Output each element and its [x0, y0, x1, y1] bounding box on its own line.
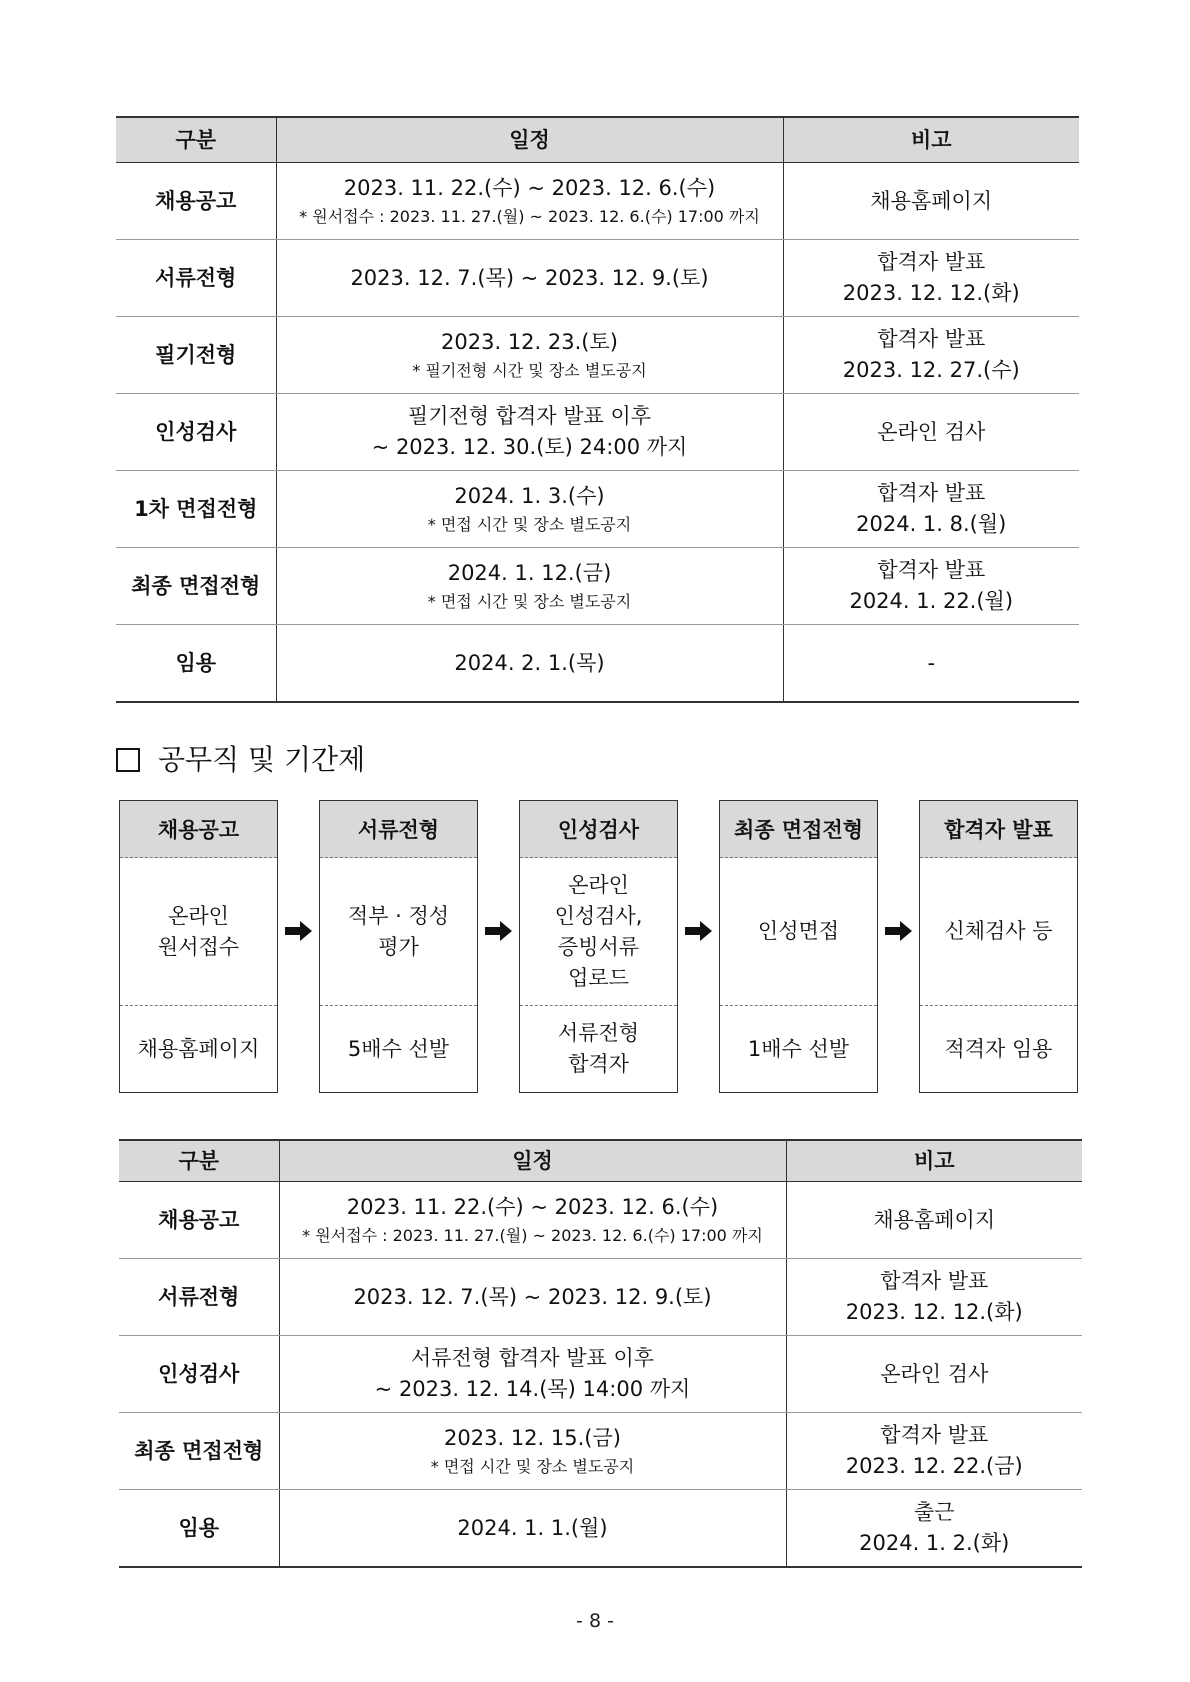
table-row: [116, 394, 1079, 471]
flow-step-foot-line: 1배수 선발: [747, 1036, 850, 1061]
table-row: [116, 471, 1079, 548]
schedule-main: 2024. 2. 1.(목): [454, 650, 605, 675]
remark-line: 채용홈페이지: [870, 188, 993, 213]
row-remark: [783, 625, 1079, 703]
flow-step-foot-line: 서류전형: [557, 1021, 640, 1045]
flow-step-body-line: 증빙서류: [557, 934, 640, 959]
row-category: 필기전형: [116, 317, 276, 394]
schedule-note: * 면접 시간 및 장소 별도공지: [427, 514, 632, 534]
table-row: [116, 240, 1079, 317]
schedule-main: 2023. 12. 7.(목) ~ 2023. 12. 9.(토): [350, 265, 709, 290]
flow-step-foot-line: 5배수 선발: [347, 1036, 450, 1061]
remark-line: 온라인 검사: [880, 1361, 989, 1386]
process-flow: [119, 800, 1081, 1093]
flow-step-body-line: 인성검사,: [554, 903, 643, 928]
header-category: 구분: [119, 1140, 279, 1182]
flow-step: [519, 800, 678, 1093]
row-category: 채용공고: [119, 1182, 279, 1259]
row-schedule: [279, 1413, 786, 1490]
header-remark: 비고: [783, 117, 1079, 163]
flow-step-foot: [720, 1006, 877, 1092]
flow-step: [919, 800, 1078, 1093]
row-remark: [783, 471, 1079, 548]
schedule-main: 2023. 12. 23.(토): [441, 329, 618, 354]
remark-line: 합격자 발표: [877, 481, 986, 505]
row-remark: [783, 394, 1079, 471]
row-category: 서류전형: [119, 1259, 279, 1336]
remark-date: 2024. 1. 22.(월): [849, 589, 1014, 613]
table-row: [116, 317, 1079, 394]
row-remark: [786, 1336, 1082, 1413]
flow-step-body-line: 인성면접: [757, 919, 840, 943]
flow-step-body: [720, 858, 877, 1006]
flow-step: [719, 800, 878, 1093]
schedule-main: 필기전형 합격자 발표 이후: [407, 404, 652, 428]
row-category: 서류전형: [116, 240, 276, 317]
schedule-note: * 원서접수 : 2023. 11. 27.(월) ~ 2023. 12. 6.(수) 17:00 까지: [299, 206, 760, 226]
table-row: [119, 1182, 1082, 1259]
row-remark: [786, 1259, 1082, 1336]
header-category: 구분: [116, 117, 276, 163]
row-schedule: [276, 625, 783, 703]
row-schedule: [276, 548, 783, 625]
remark-date: 2023. 12. 27.(수): [842, 358, 1020, 382]
remark-line: 채용홈페이지: [873, 1207, 996, 1232]
remark-line: 합격자 발표: [877, 327, 986, 351]
schedule-main: 2023. 11. 22.(수) ~ 2023. 12. 6.(수): [343, 175, 716, 200]
remark-line: 합격자 발표: [877, 250, 986, 274]
remark-date: 2024. 1. 8.(월): [856, 512, 1007, 536]
row-remark: [786, 1490, 1082, 1568]
right-arrow-icon: [478, 916, 520, 946]
table-row: [116, 625, 1079, 703]
row-schedule: [279, 1259, 786, 1336]
flow-step-body-line: 온라인: [568, 872, 629, 897]
row-category: 인성검사: [119, 1336, 279, 1413]
remark-line: 합격자 발표: [877, 558, 986, 582]
table-row: [119, 1490, 1082, 1568]
section-title-text: 공무직 및 기간제: [158, 743, 366, 776]
flow-step-body-line: 신체검사 등: [944, 919, 1053, 943]
schedule-main: 2024. 1. 3.(수): [454, 483, 605, 508]
section-title: [116, 740, 365, 780]
flow-step-head: 인성검사: [520, 801, 677, 858]
flow-step-foot: [920, 1006, 1077, 1092]
remark-line: 온라인 검사: [877, 419, 986, 444]
schedule-main: 2023. 12. 15.(금): [444, 1425, 621, 1450]
row-category: 임용: [116, 625, 276, 703]
row-category: 채용공고: [116, 163, 276, 240]
row-remark: [786, 1413, 1082, 1490]
row-schedule: [279, 1490, 786, 1568]
table-row: [119, 1259, 1082, 1336]
schedule-main: 서류전형 합격자 발표 이후: [410, 1346, 655, 1370]
row-category: 최종 면접전형: [116, 548, 276, 625]
schedule-note: * 필기전형 시간 및 장소 별도공지: [412, 360, 647, 380]
row-remark: [783, 240, 1079, 317]
row-schedule: [276, 471, 783, 548]
row-schedule: [279, 1336, 786, 1413]
remark-date: 2023. 12. 22.(금): [845, 1454, 1023, 1478]
flow-step: [119, 800, 278, 1093]
flow-step-body-line: 평가: [378, 934, 419, 959]
remark-date: 2023. 12. 12.(화): [845, 1300, 1023, 1324]
row-schedule: [279, 1182, 786, 1259]
table-header-row: [119, 1140, 1082, 1182]
flow-step-foot: [120, 1006, 277, 1092]
flow-step-body-line: 업로드: [568, 965, 629, 990]
flow-step-head: 채용공고: [120, 801, 277, 858]
table-row: [119, 1336, 1082, 1413]
remark-line: 합격자 발표: [880, 1269, 989, 1293]
schedule-main: 2024. 1. 1.(월): [457, 1515, 608, 1540]
flow-step-body: [920, 858, 1077, 1006]
flow-step-foot-line: 합격자: [568, 1052, 629, 1076]
remark-date: 2023. 12. 12.(화): [842, 281, 1020, 305]
header-schedule: 일정: [276, 117, 783, 163]
flow-step-body-line: 적부 · 정성: [347, 903, 450, 928]
right-arrow-icon: [878, 916, 920, 946]
flow-step-body-line: 원서접수: [157, 934, 240, 959]
row-schedule: [276, 317, 783, 394]
table-row: [119, 1413, 1082, 1490]
header-schedule: 일정: [279, 1140, 786, 1182]
remark-line: 출근: [913, 1500, 955, 1524]
header-remark: 비고: [786, 1140, 1082, 1182]
schedule-note: * 원서접수 : 2023. 11. 27.(월) ~ 2023. 12. 6.(수) 17:00 까지: [302, 1225, 763, 1245]
checkbox-square-icon: [116, 748, 140, 772]
page-number: - 8 -: [576, 1610, 614, 1632]
flow-step: [319, 800, 478, 1093]
flow-step-foot: [320, 1006, 477, 1092]
right-arrow-icon: [678, 916, 720, 946]
flow-step-head: 합격자 발표: [920, 801, 1077, 858]
flow-step-foot-line: 채용홈페이지: [137, 1036, 260, 1061]
schedule-table-contract: [119, 1139, 1082, 1568]
row-category: 인성검사: [116, 394, 276, 471]
row-schedule: [276, 240, 783, 317]
row-schedule: [276, 394, 783, 471]
table-header-row: [116, 117, 1079, 163]
schedule-note: * 면접 시간 및 장소 별도공지: [430, 1456, 635, 1476]
schedule-main: 2023. 12. 7.(목) ~ 2023. 12. 9.(토): [353, 1284, 712, 1309]
schedule-note: * 면접 시간 및 장소 별도공지: [427, 591, 632, 611]
schedule-main: 2023. 11. 22.(수) ~ 2023. 12. 6.(수): [346, 1194, 719, 1219]
flow-step-head: 서류전형: [320, 801, 477, 858]
flow-step-body: [120, 858, 277, 1006]
right-arrow-icon: [278, 916, 320, 946]
flow-step-body: [320, 858, 477, 1006]
row-category: 1차 면접전형: [116, 471, 276, 548]
row-remark: [783, 317, 1079, 394]
schedule-main: 2024. 1. 12.(금): [447, 560, 612, 585]
row-category: 최종 면접전형: [119, 1413, 279, 1490]
schedule-main-2: ~ 2023. 12. 30.(토) 24:00 까지: [371, 435, 688, 459]
row-remark: [783, 163, 1079, 240]
schedule-main-2: ~ 2023. 12. 14.(목) 14:00 까지: [374, 1377, 691, 1401]
flow-step-foot: [520, 1006, 677, 1092]
flow-step-head: 최종 면접전형: [720, 801, 877, 858]
remark-line: 합격자 발표: [880, 1423, 989, 1447]
row-remark: [786, 1182, 1082, 1259]
table-row: [116, 163, 1079, 240]
flow-step-body-line: 온라인: [168, 903, 229, 928]
remark-line: -: [927, 650, 936, 675]
flow-step-body: [520, 858, 677, 1006]
flow-step-foot-line: 적격자 임용: [944, 1036, 1053, 1061]
row-remark: [783, 548, 1079, 625]
schedule-table-regular: [116, 116, 1079, 703]
row-schedule: [276, 163, 783, 240]
row-category: 임용: [119, 1490, 279, 1568]
remark-date: 2024. 1. 2.(화): [859, 1531, 1010, 1555]
table-row: [116, 548, 1079, 625]
